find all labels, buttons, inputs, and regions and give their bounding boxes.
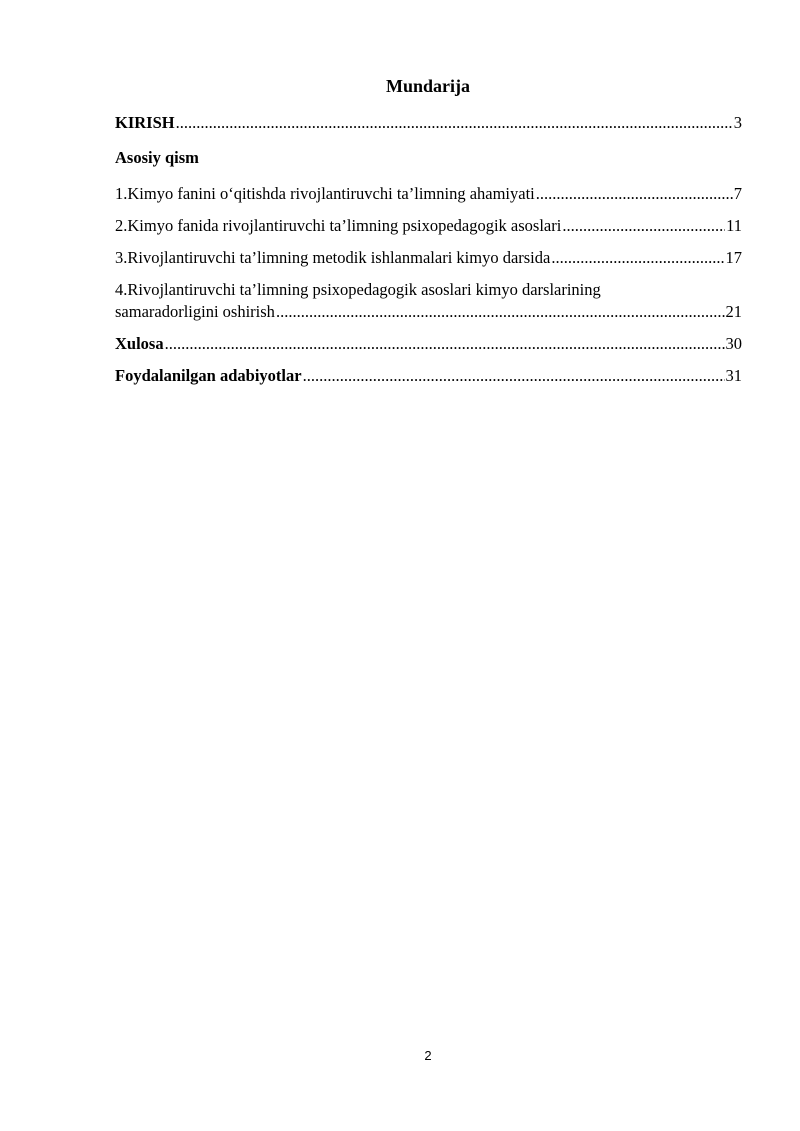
toc-entry-kirish[interactable] <box>115 112 742 134</box>
toc-entry-label: 1.Kimyo fanini o‘qitishda rivojlantiruvchi ta’limning ahamiyati <box>115 184 535 203</box>
dot-leader <box>165 333 725 355</box>
toc-entry-page: 3 <box>733 113 742 132</box>
table-of-contents <box>115 112 742 387</box>
toc-entry-1[interactable] <box>115 183 742 205</box>
toc-entry-4[interactable] <box>115 279 742 323</box>
dot-leader <box>536 183 733 205</box>
toc-entry-xulosa[interactable] <box>115 333 742 355</box>
toc-entry-2[interactable] <box>115 215 742 237</box>
toc-entry-page: 17 <box>725 248 742 267</box>
page-number: 2 <box>424 1048 432 1063</box>
toc-entry-page: 11 <box>726 216 742 235</box>
toc-entry-label: KIRISH <box>115 113 175 132</box>
dot-leader <box>551 247 724 269</box>
toc-title: Mundarija <box>385 76 470 96</box>
toc-entry-label: Xulosa <box>115 334 164 353</box>
toc-section-heading: Asosiy qism <box>115 148 199 167</box>
toc-entry-label: 3.Rivojlantiruvchi ta’limning metodik ishlanmalari kimyo darsida <box>115 248 551 267</box>
toc-entry-page: 7 <box>733 184 742 203</box>
dot-leader <box>276 301 725 323</box>
toc-entry-label-line2: samaradorligini oshirish <box>115 302 275 321</box>
toc-entry-label: Foydalanilgan adabiyotlar <box>115 366 302 385</box>
dot-leader <box>176 112 733 134</box>
toc-entry-3[interactable] <box>115 247 742 269</box>
toc-entry-page: 21 <box>725 302 742 321</box>
toc-entry-adabiyotlar[interactable] <box>115 365 742 387</box>
toc-entry-page: 30 <box>725 334 742 353</box>
toc-entry-label: 2.Kimyo fanida rivojlantiruvchi ta’limning psixopedagogik asoslari <box>115 216 562 235</box>
dot-leader <box>303 365 725 387</box>
toc-entry-page: 31 <box>725 366 742 385</box>
toc-entry-label-line1: 4.Rivojlantiruvchi ta’limning psixopedagogik asoslari kimyo darslarining <box>115 280 601 299</box>
dot-leader <box>562 215 725 237</box>
